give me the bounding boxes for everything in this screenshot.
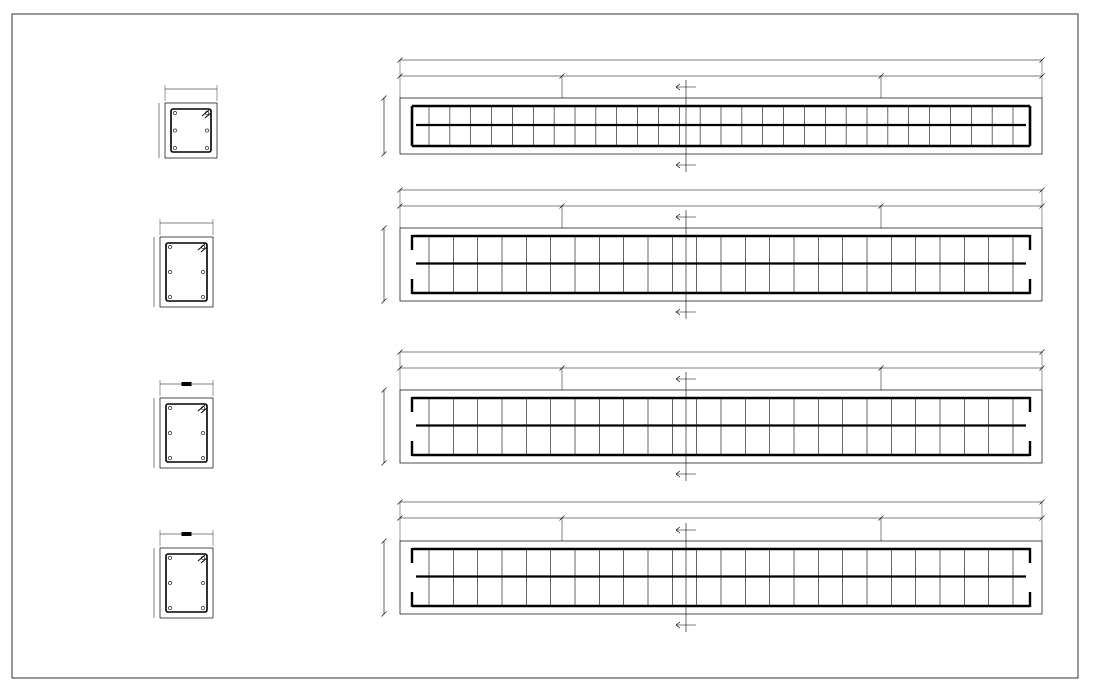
rebar	[168, 245, 171, 248]
rebar	[201, 456, 204, 459]
rebar	[173, 146, 176, 149]
section-arrowhead	[676, 309, 680, 312]
rebar	[168, 606, 171, 609]
beam-detail-ct-1	[154, 188, 1045, 320]
section-arrowhead	[676, 625, 680, 628]
section-outline	[160, 237, 213, 307]
section-arrowhead	[676, 379, 680, 382]
section-arrowhead	[676, 474, 680, 477]
section-outline	[165, 103, 217, 158]
rebar	[201, 431, 204, 434]
top-bar-symbol	[182, 382, 192, 386]
rebar	[168, 406, 171, 409]
section-arrowhead	[676, 312, 680, 315]
beam-detail-tl-1	[154, 350, 1045, 482]
rebar	[205, 129, 208, 132]
rebar	[168, 456, 171, 459]
rebar	[205, 146, 208, 149]
rebar	[168, 581, 171, 584]
rebar	[168, 295, 171, 298]
beam-detail-cd-cr	[159, 58, 1045, 173]
rebar	[201, 581, 204, 584]
sheet-border	[12, 14, 1078, 678]
section-outline	[160, 548, 213, 618]
section-arrowhead	[676, 165, 680, 168]
section-arrowhead	[676, 214, 680, 217]
rebar	[173, 111, 176, 114]
beam-detail-tl-2	[154, 500, 1045, 633]
section-arrowhead	[676, 530, 680, 533]
rebar	[168, 270, 171, 273]
section-outline	[160, 398, 213, 468]
rebar	[201, 270, 204, 273]
section-arrowhead	[676, 87, 680, 90]
rebar	[168, 431, 171, 434]
section-arrowhead	[676, 376, 680, 379]
section-arrowhead	[676, 471, 680, 474]
rebar	[173, 129, 176, 132]
rebar	[201, 606, 204, 609]
section-arrowhead	[676, 84, 680, 87]
section-arrowhead	[676, 162, 680, 165]
stirrup	[171, 109, 211, 152]
section-arrowhead	[676, 527, 680, 530]
rebar	[201, 295, 204, 298]
beams-layer	[154, 58, 1045, 633]
top-bar-symbol	[182, 532, 192, 536]
section-arrowhead	[676, 217, 680, 220]
section-arrowhead	[676, 622, 680, 625]
rebar	[168, 556, 171, 559]
